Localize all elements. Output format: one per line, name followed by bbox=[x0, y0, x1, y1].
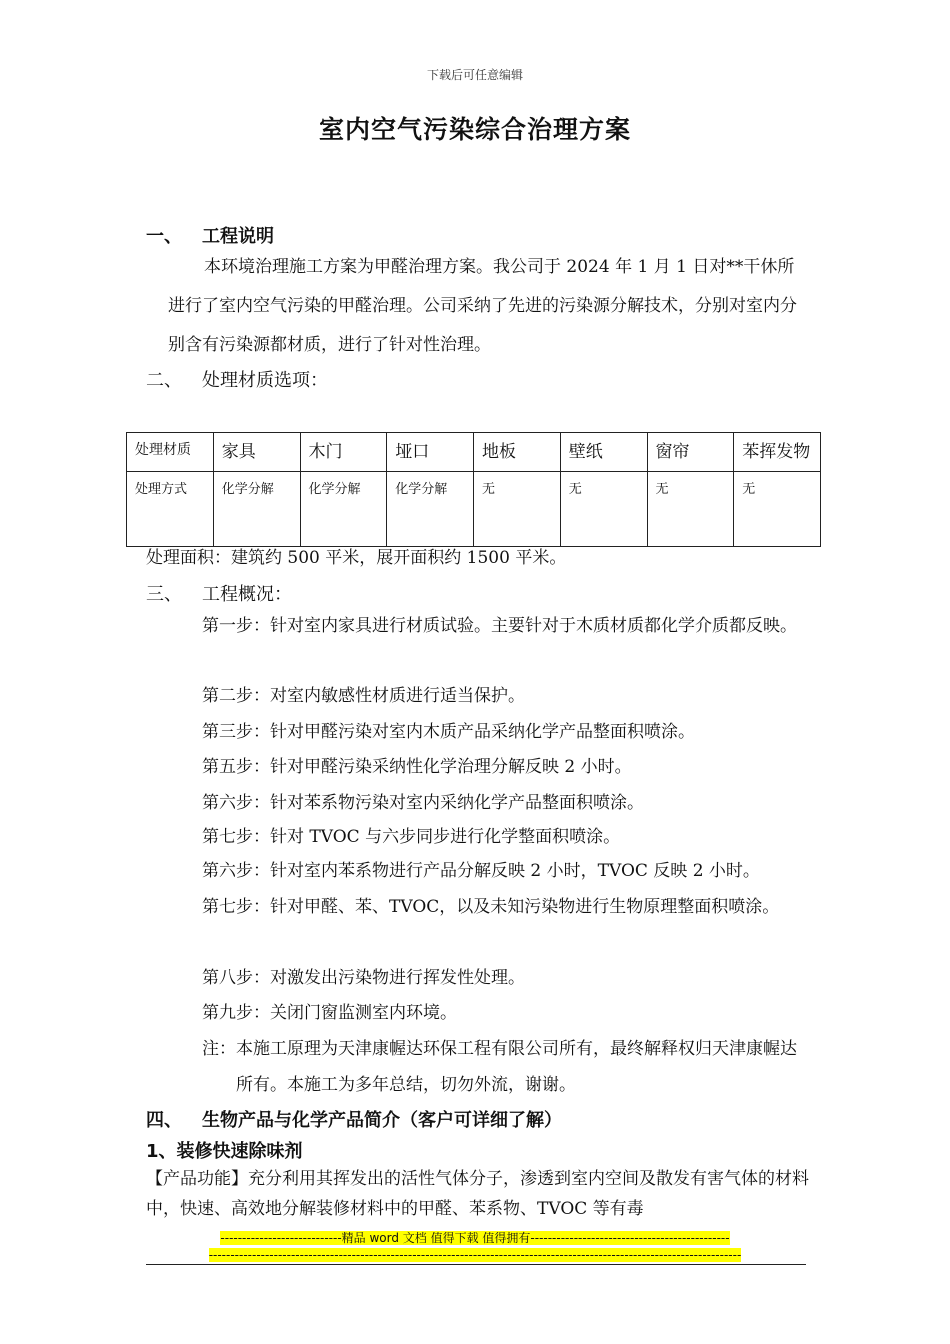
table-cell: 无 bbox=[734, 472, 821, 547]
step-label: 第六步： bbox=[202, 861, 270, 881]
step-text: 针对甲醛、苯、TVOC，以及未知污染物进行生物原理整面积喷涂。 bbox=[270, 897, 780, 917]
step-label: 第二步： bbox=[202, 686, 270, 706]
step-label: 第三步： bbox=[202, 722, 270, 742]
section-4-number: 四、 bbox=[146, 1110, 182, 1131]
step-text: 对室内敏感性材质进行适当保护。 bbox=[270, 686, 525, 706]
step-item bbox=[202, 889, 812, 925]
step-label: 第一步： bbox=[202, 616, 270, 636]
table-cell: 化学分解 bbox=[387, 472, 474, 547]
table-cell: 家具 bbox=[213, 433, 300, 472]
table-cell: 无 bbox=[647, 472, 734, 547]
step-text: 针对甲醛污染对室内木质产品采纳化学产品整面积喷涂。 bbox=[270, 722, 695, 742]
section-2-number: 二、 bbox=[146, 370, 182, 391]
step-label: 第七步： bbox=[202, 897, 270, 917]
table-cell: 木门 bbox=[300, 433, 387, 472]
product-function-paragraph: 【产品功能】充分利用其挥发出的活性气体分子，渗透到室内空间及散发有害气体的材料中，快速、高效地分解装修材料中的甲醛、苯系物、TVOC 等有毒 bbox=[146, 1169, 809, 1219]
table-cell: 垭口 bbox=[387, 433, 474, 472]
table-header-row bbox=[127, 433, 821, 472]
section-3-heading bbox=[146, 580, 292, 606]
step-text: 针对甲醛污染采纳性化学治理分解反映 2 小时。 bbox=[270, 757, 632, 777]
section-4-title: 生物产品与化学产品简介（客户可详细了解） bbox=[202, 1110, 562, 1131]
section-1-number: 一、 bbox=[146, 226, 182, 247]
step-label: 第九步： bbox=[202, 1003, 270, 1023]
table-row bbox=[127, 472, 821, 547]
step-label: 第六步： bbox=[202, 793, 270, 813]
step-text: 针对室内苯系物进行产品分解反映 2 小时，TVOC 反映 2 小时。 bbox=[270, 861, 760, 881]
table-cell: 无 bbox=[560, 472, 647, 547]
step-text: 针对室内家具进行材质试验。主要针对于木质材质都化学介质都反映。 bbox=[270, 616, 797, 636]
step-item bbox=[202, 608, 812, 644]
step-item bbox=[202, 960, 812, 996]
project-description-paragraph: 本环境治理施工方案为甲醛治理方案。我公司于 2024 年 1 月 1 日对**干休所进行了室内空气污染的甲醛治理。公司采纳了先进的污染源分解技术，分别对室内分别含有污染源都材质，进行了针对性治理。 bbox=[168, 257, 797, 355]
section-3-number: 三、 bbox=[146, 584, 182, 605]
section-2-title: 处理材质选项： bbox=[202, 370, 328, 391]
step-item bbox=[202, 678, 812, 714]
step-text: 对激发出污染物进行挥发性处理。 bbox=[270, 968, 525, 988]
table-cell: 壁纸 bbox=[560, 433, 647, 472]
materials-table bbox=[126, 432, 821, 547]
footer-banner-line-2: --------------------------------------------------------------------------------------------------------------------------- bbox=[208, 1248, 742, 1262]
step-item bbox=[202, 819, 812, 855]
step-text: 针对苯系物污染对室内采纳化学产品整面积喷涂。 bbox=[270, 793, 644, 813]
section-4-heading bbox=[146, 1106, 562, 1132]
step-item bbox=[202, 785, 812, 821]
table-cell: 处理方式 bbox=[127, 472, 214, 547]
section-3-title: 工程概况： bbox=[202, 584, 292, 605]
table-cell: 苯挥发物 bbox=[734, 433, 821, 472]
step-item bbox=[202, 749, 812, 785]
step-label: 第八步： bbox=[202, 968, 270, 988]
table-cell: 处理材质 bbox=[127, 433, 214, 472]
step-label: 第七步： bbox=[202, 827, 270, 847]
footer-banner-line-1: ----------------------------精品 word 文档 值得下载 值得拥有---------------------------------------------- bbox=[220, 1231, 730, 1245]
step-item bbox=[202, 714, 812, 750]
table-cell: 化学分解 bbox=[213, 472, 300, 547]
footer-banner bbox=[0, 1230, 950, 1264]
section-1-title: 工程说明 bbox=[202, 226, 274, 247]
step-text: 关闭门窗监测室内环境。 bbox=[270, 1003, 457, 1023]
table-cell: 地板 bbox=[474, 433, 561, 472]
table-cell: 窗帘 bbox=[647, 433, 734, 472]
step-text: 针对 TVOC 与六步同步进行化学整面积喷涂。 bbox=[270, 827, 621, 847]
section-2-heading bbox=[146, 366, 328, 392]
note-item bbox=[202, 1031, 812, 1103]
table-cell: 化学分解 bbox=[300, 472, 387, 547]
footer-divider bbox=[146, 1264, 806, 1265]
section-1-heading bbox=[146, 222, 274, 248]
header-note: 下载后可任意编辑 bbox=[426, 68, 523, 82]
table-cell: 无 bbox=[474, 472, 561, 547]
step-item bbox=[202, 995, 812, 1031]
step-item bbox=[202, 853, 812, 889]
product-heading: 1、装修快速除味剂 bbox=[146, 1141, 303, 1162]
note-text: 本施工原理为天津康幄达环保工程有限公司所有，最终解释权归天津康幄达所有。本施工为多年总结，切勿外流，谢谢。 bbox=[236, 1039, 797, 1095]
treatment-area-line: 处理面积：建筑约 500 平米，展开面积约 1500 平米。 bbox=[146, 548, 567, 568]
document-title: 室内空气污染综合治理方案 bbox=[318, 115, 631, 144]
note-label: 注： bbox=[202, 1039, 236, 1059]
step-label: 第五步： bbox=[202, 757, 270, 777]
